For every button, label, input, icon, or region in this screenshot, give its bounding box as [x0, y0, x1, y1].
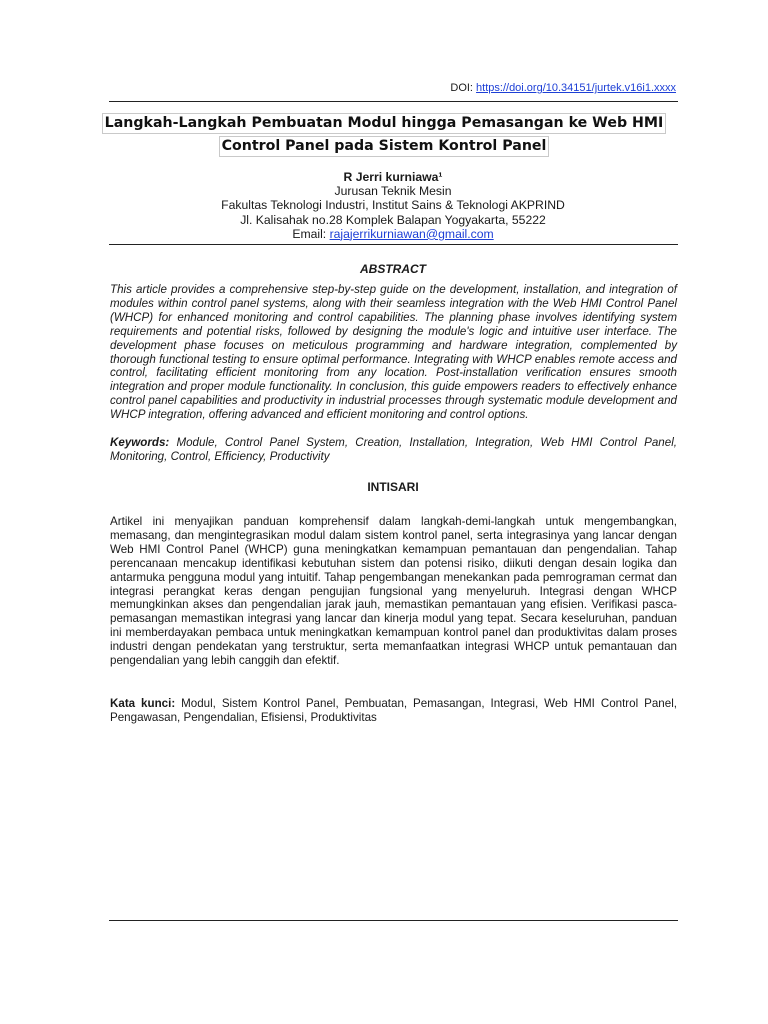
kata-kunci-label: Kata kunci:: [110, 697, 176, 710]
author-email-link[interactable]: rajajerrikurniawan@gmail.com: [329, 226, 494, 241]
header-divider: [109, 101, 678, 102]
abstract-keywords: [110, 436, 677, 464]
author-email-line: [0, 227, 768, 241]
title-line-1: Langkah-Langkah Pembuatan Modul hingga Pemasangan ke Web HMI: [102, 113, 667, 134]
kata-kunci: [110, 697, 677, 725]
abstract-body: This article provides a comprehensive step-by-step guide on the development, installation, and integration of modules within control panel systems, along with their seamless integration with the Web HMI Control Panel (WHCP) for enhanced monitoring and control capabilities. The planning phase involves identifying system requirements and potential risks, followed by designing the module's logic and intuitive user interface. The development phase focuses on meticulous programming and hardware integration, complemented by thorough functional testing to ensure optimal performance. Integrating with WHCP enables remote access and control, facilitating efficient monitoring from any location. Post-installation verification ensures smooth integration and proper module functionality. In conclusion, this guide empowers readers to effectively enhance control panel capabilities and productivity in industrial processes through systematic module development and WHCP integration, offering advanced and efficient monitoring and control options.: [110, 283, 677, 422]
footer-divider: [109, 920, 678, 921]
email-label: Email:: [292, 226, 330, 241]
author-address: Jl. Kalisahak no.28 Komplek Balapan Yogyakarta, 55222: [240, 212, 546, 227]
doi-prefix: DOI:: [450, 82, 477, 94]
intisari-heading: INTISARI: [367, 480, 419, 494]
keywords-label: Keywords:: [110, 436, 170, 449]
abstract-heading: ABSTRACT: [360, 262, 426, 276]
author-block: [0, 170, 768, 241]
kata-kunci-text: Modul, Sistem Kontrol Panel, Pembuatan, Pemasangan, Integrasi, Web HMI Control Panel, Pengawasan, Pengendalian, Efisiensi, Produktivitas: [110, 697, 677, 724]
doi-line: [450, 81, 676, 95]
author-name: R Jerri kurniawa¹: [343, 170, 443, 184]
author-department: Jurusan Teknik Mesin: [334, 184, 452, 199]
doi-link[interactable]: https://doi.org/10.34151/jurtek.v16i1.xxxx: [476, 82, 676, 94]
author-faculty: Fakultas Teknologi Industri, Institut Sains & Teknologi AKPRIND: [221, 198, 565, 213]
author-divider: [109, 244, 678, 245]
paper-title: [0, 112, 768, 158]
keywords-text: Module, Control Panel System, Creation, Installation, Integration, Web HMI Control Panel, Monitoring, Control, Efficiency, Productivity: [110, 436, 677, 463]
intisari-body: Artikel ini menyajikan panduan komprehensif dalam langkah-demi-langkah untuk mengembangkan, memasang, dan mengintegrasikan modul dalam sistem kontrol panel, serta integrasinya yang lancar dengan Web HMI Control Panel (WHCP) guna meningkatkan kemampuan pemantauan dan pengendalian. Tahap perencanaan mencakup identifikasi kebutuhan sistem dan potensi risiko, diikuti dengan desain logika dan antarmuka pengguna modul yang intuitif. Tahap pengembangan menekankan pada pemrograman cermat dan integrasi perangkat keras dengan pengujian fungsional yang menyeluruh. Integrasi dengan WHCP memungkinkan akses dan pengendalian jarak jauh, memastikan pemantauan yang efisien. Verifikasi pasca-pemasangan memastikan integrasi yang lancar dan kinerja modul yang tepat. Secara keseluruhan, panduan ini memberdayakan pembaca untuk meningkatkan kemampuan kontrol panel dan produktivitas dalam proses industri dengan pendekatan yang terstruktur, serta memanfaatkan integrasi WHCP untuk pemantauan dan pengendalian yang lebih canggih dan efektif.: [110, 515, 677, 668]
title-line-2: Control Panel pada Sistem Kontrol Panel: [219, 136, 550, 157]
